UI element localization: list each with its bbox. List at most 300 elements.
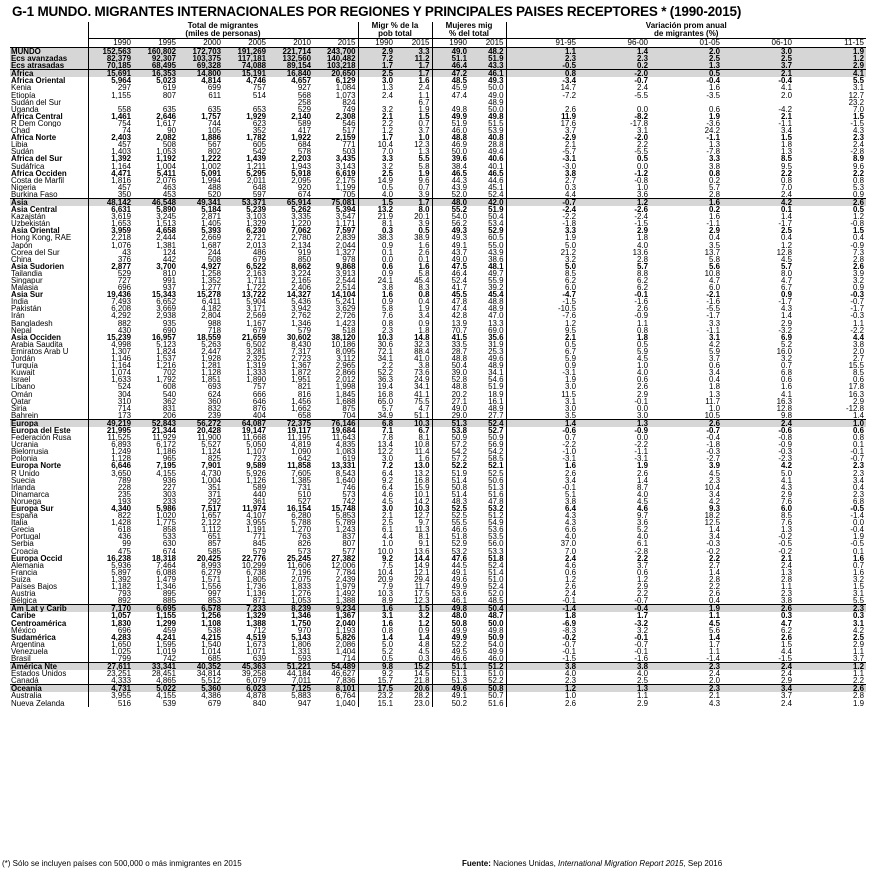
source-note <box>462 859 722 868</box>
table-cell: 749 <box>342 105 356 113</box>
table-cell: 3.5 <box>709 241 720 249</box>
row-label: Bahrein <box>11 411 39 420</box>
table-cell <box>722 99 794 106</box>
table-cell: 27.1 <box>432 398 469 405</box>
table-cell: 1.2 <box>853 213 865 221</box>
table-cell: 771 <box>252 533 266 541</box>
table-cell: 0.9 <box>853 284 865 292</box>
table-cell: 38.6 <box>488 255 504 263</box>
table-cell: 882 <box>88 320 133 327</box>
table-cell: 1.5 <box>781 640 792 648</box>
table-cell: 825 <box>207 455 221 463</box>
table-cell: 1,750 <box>291 619 311 627</box>
table-cell: -3.2 <box>778 326 792 334</box>
row-label: Oceanía <box>10 685 88 693</box>
table-cell: 635 <box>162 105 176 113</box>
table-cell: 517 <box>342 127 356 135</box>
table-cell: 6,280 <box>291 512 311 520</box>
table-cell: 1,053 <box>291 597 311 605</box>
table-cell: 1,405 <box>201 220 221 228</box>
table-cell: -0.6 <box>506 427 578 434</box>
table-cell: 1.3 <box>781 568 792 576</box>
table-cell: 54.0 <box>432 213 469 220</box>
table-cell: 3,143 <box>335 162 356 170</box>
table-cell: 2.6 <box>506 700 578 707</box>
table-cell: 1.7 <box>358 134 395 141</box>
table-cell: 757 <box>252 84 266 92</box>
table-cell: 3,650 <box>88 470 133 477</box>
table-cell: 303 <box>162 490 176 498</box>
table-cell: 1,381 <box>156 241 176 249</box>
table-cell: 20,428 <box>196 426 221 435</box>
row-label: Africa Central <box>11 112 63 120</box>
table-cell: 4,241 <box>156 633 176 641</box>
table-cell: 20.9 <box>358 576 395 583</box>
table-cell: 5.3 <box>853 183 865 191</box>
header-years <box>10 39 866 48</box>
table-cell: 4,215 <box>201 633 221 641</box>
table-cell <box>223 99 268 106</box>
table-cell: 2,140 <box>291 112 311 120</box>
table-cell: 1.0 <box>637 183 648 191</box>
row-label: Costa de Marfil <box>11 176 65 184</box>
table-cell: 1,243 <box>335 526 356 534</box>
table-row <box>10 341 866 348</box>
table-cell: 0.4 <box>709 376 720 384</box>
table-cell: 9.2 <box>358 555 395 562</box>
table-cell: 1,276 <box>291 590 311 598</box>
table-cell: 8.9 <box>853 155 865 163</box>
table-cell: 0.9 <box>781 291 792 299</box>
table-cell: 243,700 <box>313 48 358 56</box>
table-cell: 5,023 <box>156 77 176 85</box>
row-label: Burkina Faso <box>11 190 58 199</box>
table-row <box>10 641 866 648</box>
table-cell: 2.6 <box>853 262 865 270</box>
table-cell: 13,722 <box>241 291 266 299</box>
table-cell: 1,199 <box>335 183 356 191</box>
table-cell: 53.6 <box>488 526 504 534</box>
table-cell: 351 <box>207 483 221 491</box>
table-cell: 1.3 <box>709 390 720 398</box>
table-cell: 1,249 <box>88 448 133 455</box>
header-pct-pop: Migr % de la <box>358 22 432 30</box>
table-cell: 3,629 <box>335 305 356 313</box>
table-cell: 50.9 <box>432 434 469 441</box>
table-cell: 1,164 <box>88 163 133 170</box>
table-cell: 538 <box>207 626 221 634</box>
table-cell: 3.1 <box>853 84 865 92</box>
table-cell: 892 <box>88 597 133 605</box>
table-cell: 3.0 <box>358 77 395 84</box>
table-cell: 75,081 <box>313 198 358 206</box>
table-cell: 831 <box>162 404 176 412</box>
table-cell: 39.6 <box>432 155 469 162</box>
table-cell: 21.9 <box>358 213 395 220</box>
table-cell: 1,025 <box>88 648 133 655</box>
table-cell: 3.1 <box>709 333 720 341</box>
table-cell: 9.8 <box>781 411 792 420</box>
table-cell: 8,239 <box>268 605 313 613</box>
table-cell: 2.8 <box>781 575 792 584</box>
table-cell: 38.4 <box>432 163 469 170</box>
table-cell: 1,211 <box>246 162 266 170</box>
table-cell: 2,163 <box>246 269 266 277</box>
table-cell: 51.9 <box>469 55 506 62</box>
table-cell: 34.1 <box>358 355 395 362</box>
header-variation: Variación prom anual <box>506 22 866 30</box>
table-cell: 457 <box>88 141 133 148</box>
table-cell: 1,640 <box>335 476 356 484</box>
table-cell: 1.7 <box>709 640 720 648</box>
header-women-sub: % del total <box>432 30 506 39</box>
table-cell: 705 <box>342 190 356 199</box>
table-cell: 14.7 <box>506 84 578 91</box>
table-row <box>10 213 866 220</box>
table-row <box>10 590 866 597</box>
table-cell: 173 <box>88 412 133 420</box>
table-cell: 0.4 <box>853 483 865 491</box>
table-cell: 10.3 <box>358 334 395 341</box>
table-cell: 3,547 <box>335 213 356 221</box>
table-cell: 16.8 <box>358 391 395 398</box>
table-cell: 4.1 <box>781 476 792 484</box>
table-cell: 33.5 <box>432 341 469 348</box>
table-cell: 608 <box>162 383 176 391</box>
table-cell: 5.6 <box>709 262 720 270</box>
table-cell <box>88 99 133 106</box>
table-cell: 11.4 <box>414 448 430 456</box>
table-cell <box>133 99 178 106</box>
table-cell: 2,669 <box>201 234 221 242</box>
table-cell: 1.5 <box>358 198 395 206</box>
table-cell: 48.1 <box>488 262 504 270</box>
row-label: Sudán del Sur <box>11 98 62 106</box>
table-cell: -0.4 <box>706 77 720 85</box>
table-cell: 1.1 <box>506 48 578 56</box>
table-cell: -1.5 <box>850 119 865 128</box>
table-cell: 1.0 <box>506 692 578 699</box>
table-cell: 8.1 <box>418 533 430 541</box>
row-label: Emiratos Arab U <box>11 347 69 356</box>
table-cell: 927 <box>297 84 311 92</box>
table-cell: 5.9 <box>506 355 578 362</box>
table-cell: 3.2 <box>781 355 792 363</box>
row-label: Africa <box>10 70 88 78</box>
table-cell: 3.4 <box>722 685 794 693</box>
table-cell: 1.4 <box>418 633 430 641</box>
table-cell: 74 <box>88 127 133 134</box>
table-cell: 11,643 <box>331 434 356 442</box>
table-row <box>10 505 866 512</box>
table-cell: 4,107 <box>246 512 266 520</box>
table-cell: 7,597 <box>335 227 356 235</box>
table-cell: 43.7 <box>432 249 469 256</box>
table-cell: 13.4 <box>358 441 395 448</box>
table-cell: 0.0 <box>637 404 648 412</box>
table-cell: 0.9 <box>358 270 395 277</box>
table-cell: 2.6 <box>506 106 578 113</box>
row-label: Líbano <box>11 383 36 391</box>
table-row <box>10 277 866 284</box>
table-cell: 702 <box>162 369 176 377</box>
table-row <box>10 369 866 376</box>
table-cell: 8.9 <box>358 597 395 605</box>
table-cell: 3.0 <box>637 411 648 420</box>
row-label: Brasil <box>11 654 31 663</box>
table-cell: 2.2 <box>709 583 720 591</box>
table-cell: 362 <box>162 397 176 405</box>
table-cell: 3.7 <box>781 692 792 700</box>
table-cell: 6.7 <box>418 98 430 106</box>
table-cell: -1.7 <box>850 305 865 313</box>
table-cell: 5.7 <box>358 405 395 412</box>
table-cell: 1.3 <box>781 526 792 534</box>
table-cell: 16.3 <box>848 390 865 398</box>
table-cell: 5,143 <box>291 633 311 641</box>
table-cell: 7,196 <box>291 568 311 576</box>
table-row <box>10 327 866 334</box>
table-cell: 2.7 <box>709 561 720 569</box>
table-cell: 304 <box>88 391 133 398</box>
table-cell: 488 <box>207 183 221 191</box>
table-cell: 5,890 <box>156 206 176 214</box>
year-cell: 1990 <box>88 39 133 48</box>
table-cell: 42.8 <box>432 312 469 319</box>
table-cell: 539 <box>162 699 176 707</box>
table-cell: 853 <box>207 597 221 605</box>
table-cell: 6,230 <box>246 227 266 235</box>
table-cell: 193 <box>88 498 133 505</box>
table-cell: 6,522 <box>246 262 266 270</box>
table-cell: 4.3 <box>709 699 720 707</box>
table-cell: 2,569 <box>246 312 266 320</box>
table-cell: 2.9 <box>637 699 648 707</box>
table-cell: 18.9 <box>488 390 504 398</box>
table-cell: 1,192 <box>156 155 176 163</box>
table-cell: 5,393 <box>201 227 221 235</box>
table-cell: 1,492 <box>335 590 356 598</box>
table-cell: 589 <box>252 483 266 491</box>
table-cell: 48.7 <box>488 612 504 620</box>
row-label: Europa <box>10 419 88 427</box>
table-row <box>10 441 866 448</box>
table-cell: -0.5 <box>778 540 792 548</box>
table-cell: 693 <box>207 383 221 391</box>
table-cell: 6.2 <box>637 284 648 292</box>
table-cell: 0.8 <box>637 326 648 334</box>
table-cell: 1.4 <box>853 411 865 420</box>
table-cell: 7,125 <box>268 685 313 693</box>
table-cell: 4.3 <box>781 305 792 313</box>
row-label: Arabia Saudita <box>11 340 63 348</box>
table-cell: 51.0 <box>488 575 504 584</box>
table-cell: 5,853 <box>335 512 356 520</box>
table-cell: -7.8 <box>706 148 720 156</box>
table-cell: 2.8 <box>853 692 865 700</box>
table-row <box>10 700 866 707</box>
table-cell: -0.8 <box>634 176 648 184</box>
table-cell: 1.1 <box>637 692 648 700</box>
table-cell: 6,129 <box>335 77 356 85</box>
table-cell: 65.0 <box>358 398 395 405</box>
table-cell: -0.5 <box>506 62 578 70</box>
table-cell: 5.9 <box>709 347 720 356</box>
table-cell: 41.5 <box>432 334 469 341</box>
table-cell: 1.9 <box>418 105 430 113</box>
table-cell: 2,122 <box>201 519 221 527</box>
table-cell: 7.2 <box>358 462 395 469</box>
table-cell: 244 <box>207 248 221 256</box>
table-cell: 679 <box>252 255 266 263</box>
table-cell: 48.5 <box>488 597 504 605</box>
table-cell: 2.4 <box>853 141 865 149</box>
table-cell: -2.0 <box>578 70 650 78</box>
table-cell: 50.8 <box>469 685 506 693</box>
table-cell: 50.8 <box>432 620 469 627</box>
table-cell: 4.0 <box>637 369 648 377</box>
table-cell: -3.1 <box>506 155 578 162</box>
table-row <box>10 455 866 462</box>
table-cell: 47.4 <box>432 92 469 99</box>
table-cell: 1,107 <box>246 448 266 456</box>
table-cell: 7,317 <box>291 347 311 356</box>
table-cell: 350 <box>88 191 133 199</box>
table-cell: -1.6 <box>706 298 720 306</box>
table-cell: 10,186 <box>331 340 356 348</box>
table-cell: 6,695 <box>133 605 178 613</box>
table-cell: 2.4 <box>709 670 720 678</box>
table-cell: 13.6 <box>414 547 430 555</box>
table-cell: 2.1 <box>722 70 794 78</box>
table-cell: 24.2 <box>704 127 720 135</box>
table-cell: 3.2 <box>853 277 865 285</box>
table-cell: -0.7 <box>850 455 865 463</box>
table-cell: 585 <box>207 547 221 555</box>
table-cell: 19,147 <box>241 426 266 435</box>
row-label: Irán <box>11 312 25 320</box>
table-cell: 52.0 <box>488 590 504 598</box>
table-cell: 24.9 <box>414 376 430 384</box>
table-cell: 2.8 <box>709 190 720 199</box>
table-cell: 361 <box>252 497 266 505</box>
table-cell: 0.4 <box>853 234 865 242</box>
table-cell: 1,002 <box>201 162 221 170</box>
table-cell: 11.2 <box>395 55 432 62</box>
table-cell: 744 <box>207 119 221 128</box>
table-cell: 1.6 <box>853 568 865 576</box>
table-cell: 2,075 <box>291 575 311 584</box>
header-women: Mujeres mig <box>432 22 506 30</box>
table-cell: 9,234 <box>313 605 358 613</box>
table-cell: 5,936 <box>88 562 133 569</box>
table-cell: 524 <box>88 383 133 390</box>
table-cell: -2.2 <box>506 441 578 448</box>
table-cell: 10.8 <box>414 441 430 449</box>
table-cell: 0.5 <box>637 155 648 163</box>
table-cell: 55.9 <box>488 277 504 285</box>
table-cell: 3.0 <box>722 48 794 56</box>
table-cell: 0.0 <box>853 519 865 527</box>
row-label: Africa Occiden <box>11 169 67 177</box>
table-cell: 2.3 <box>506 677 578 685</box>
table-cell: 746 <box>342 483 356 491</box>
row-label: Bielorrusia <box>11 448 49 456</box>
table-row <box>10 383 866 390</box>
table-row <box>10 448 866 455</box>
table-cell: 850 <box>297 255 311 263</box>
table-cell: 1,757 <box>201 112 221 120</box>
table-cell: 696 <box>88 284 133 291</box>
table-cell: 0.8 <box>853 176 865 184</box>
table-cell: 1.1 <box>709 612 720 620</box>
table-cell: 6,893 <box>88 441 133 448</box>
table-cell: 2.1 <box>781 112 792 120</box>
table-cell: 5,184 <box>201 206 221 214</box>
table-cell: 51.2 <box>469 663 506 671</box>
table-cell: 1,346 <box>156 583 176 591</box>
table-cell: 15,691 <box>88 70 133 78</box>
table-cell: 1,307 <box>88 348 133 355</box>
table-cell: 7,605 <box>291 469 311 477</box>
table-cell: 4.4 <box>853 333 865 341</box>
table-cell: 947 <box>297 699 311 707</box>
table-cell: 1.3 <box>709 141 720 149</box>
table-cell: 0.4 <box>709 234 720 242</box>
table-row <box>10 555 866 562</box>
table-cell: -2.3 <box>778 455 792 463</box>
table-cell: 1.4 <box>506 419 578 427</box>
table-cell: 3,435 <box>335 155 356 163</box>
table-cell: 605 <box>252 141 266 149</box>
table-row <box>10 84 866 91</box>
table-cell: 2,076 <box>156 176 176 184</box>
row-label: Kuwait <box>11 369 35 377</box>
table-cell: 42.0 <box>469 198 506 206</box>
table-cell: 0.1 <box>418 255 430 263</box>
table-cell: 0.7 <box>418 119 430 128</box>
table-cell: 360 <box>207 397 221 405</box>
table-cell: 0.8 <box>506 70 578 78</box>
table-cell: 44.5 <box>432 562 469 569</box>
row-label: Israel <box>11 376 31 384</box>
table-cell: 4,814 <box>201 77 221 85</box>
table-cell: -1.1 <box>706 220 720 228</box>
table-cell: 459 <box>162 626 176 634</box>
table-cell: 5,964 <box>88 77 133 84</box>
table-cell: 12.7 <box>848 91 865 99</box>
table-row <box>10 655 866 663</box>
table-cell: 3,245 <box>156 213 176 221</box>
table-cell: 597 <box>252 190 266 199</box>
year-cell: 11-15 <box>794 39 866 48</box>
table-cell: 2.4 <box>722 663 794 671</box>
table-cell: 49.5 <box>432 648 469 655</box>
table-cell: 4.1 <box>794 70 866 78</box>
table-cell: 99 <box>88 540 133 547</box>
table-cell: 27,611 <box>88 663 133 671</box>
table-cell: 32.3 <box>414 340 430 348</box>
table-cell: 0.1 <box>853 547 865 555</box>
table-cell: 57.2 <box>432 441 469 448</box>
row-label: Canadá <box>11 677 39 685</box>
table-cell: 4.3 <box>781 483 792 491</box>
table-cell: 1,084 <box>335 84 356 92</box>
table-cell: 2.2 <box>781 169 792 177</box>
table-cell: 895 <box>162 590 176 598</box>
table-cell: 0.8 <box>853 434 865 442</box>
table-cell: 82,379 <box>88 55 133 62</box>
